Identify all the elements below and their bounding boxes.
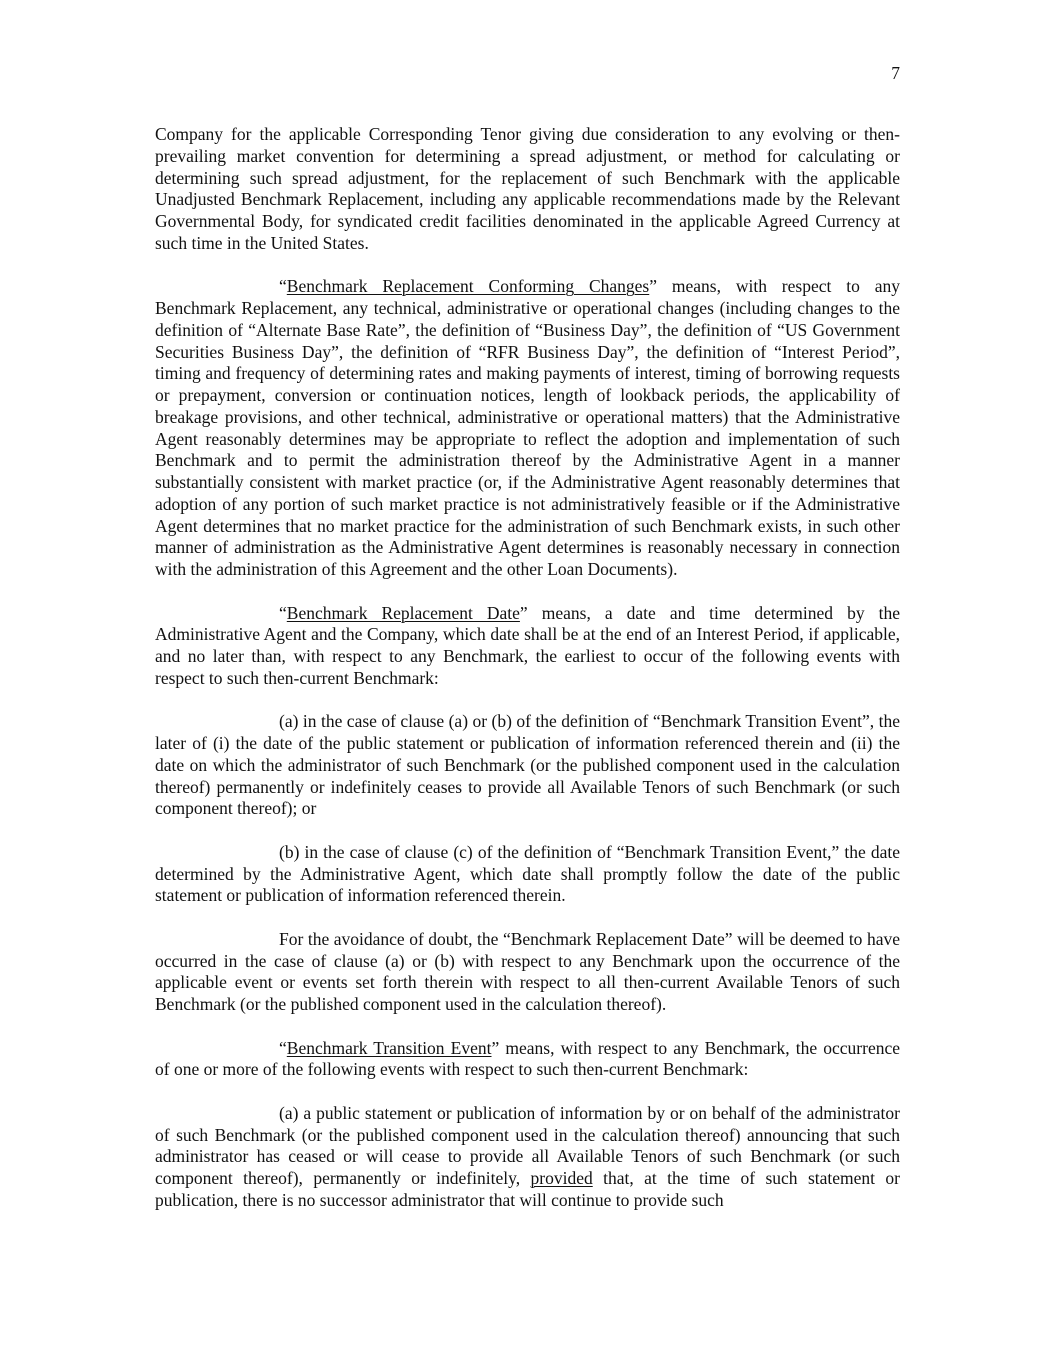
paragraph-spread-adjustment-continued: Company for the applicable Corresponding Tenor giving due consideration to any evolving or then-prevailing market convention for determining a spread adjustment, or method for calculating or determining such spread adjustment, for the replacement of such Benchmark with the applicable Unadjusted Benchmark Replacement, including any applicable recommendations made by the Relevant Governmental Body, for syndicated credit facilities denominated in the applicable Agreed Currency at such time in the United States. xyxy=(155,124,900,253)
defined-term: Benchmark Replacement Date xyxy=(286,602,520,623)
open-quote: “ xyxy=(279,1037,287,1058)
definition-text: ” means, a date and time determined by the Administrative Agent and the Company, which date shall be at the end of an Interest Period, if applicable, and no later than, with respect to any Benchmark, the earliest to occur of the following events with respect to such then-current Benchmark: xyxy=(155,602,901,688)
clause-text-before: (a) a public statement or publication of information by or on behalf of the administrator of such Benchmark (or the published component used in the calculation thereof) announcing that such administrator has ceased or will cease to provide all Available Tenors of such Benchmark (or such component thereof), permanently or indefinitely, xyxy=(155,1102,900,1188)
definition-benchmark-transition-event xyxy=(155,1038,900,1082)
paragraph-avoidance-of-doubt: For the avoidance of doubt, the “Benchmark Replacement Date” will be deemed to have occurred in the case of clause (a) or (b) with respect to any Benchmark upon the occurrence of the applicable event or events set forth therein with respect to all then-current Available Tenors of such Benchmark (or the published component used in the calculation thereof). xyxy=(155,928,900,1014)
defined-term: Benchmark Replacement Conforming Changes xyxy=(286,276,650,297)
page-number: 7 xyxy=(891,63,900,83)
provided-term: provided xyxy=(530,1168,593,1188)
clause-b-replacement-date: (b) in the case of clause (c) of the definition of “Benchmark Transition Event,” the date determined by the Administrative Agent, which date shall promptly follow the date of the public statement or publication of information referenced therein. xyxy=(155,841,900,906)
document-body xyxy=(155,124,900,1233)
definition-text: ” means, with respect to any Benchmark Replacement, any technical, administrative or operational changes (including changes to the definition of “Alternate Base Rate”, the definition of “Business Day”, the definition of “US Government Securities Business Day”, the definition of “RFR Business Day”, the definition of “Interest Period”, timing and frequency of determining rates and making payments of interest, timing of borrowing requests or prepayment, conversion or continuation notices, length of lookback periods, the applicability of breakage provisions, and other technical, administrative or operational matters) that the Administrative Agent reasonably determines may be appropriate to reflect the adoption and implementation of such Benchmark and to permit the administration thereof by the Administrative Agent in a manner substantially consistent with market practice (or, if the Administrative Agent reasonably determines that adoption of any portion of such market practice is not administratively feasible or if the Administrative Agent determines that no market practice for the administration of such Benchmark exists, in such other manner of administration as the Administrative Agent determines is reasonably necessary in connection with the administration of this Agreement and the other Loan Documents). xyxy=(155,276,900,579)
definition-benchmark-replacement-date xyxy=(155,603,900,690)
clause-a-replacement-date: (a) in the case of clause (a) or (b) of the definition of “Benchmark Transition Event”, the later of (i) the date of the public statement or publication of information referenced therein and (ii) the date on which the administrator of such Benchmark (or the published component used in the calculation thereof) permanently or indefinitely ceases to provide all Available Tenors of such Benchmark (or such component thereof); or xyxy=(155,711,900,819)
definition-text: ” means, with respect to any Benchmark, the occurrence of one or more of the following events with respect to such then-current Benchmark: xyxy=(155,1037,900,1080)
open-quote: “ xyxy=(279,602,287,623)
defined-term: Benchmark Transition Event xyxy=(286,1037,492,1058)
clause-a-transition-event xyxy=(155,1103,900,1212)
clause-text-after: that, at the time of such statement or publication, there is no successor administrator that will continue to provide such xyxy=(155,1168,900,1210)
definition-benchmark-replacement-conforming-changes xyxy=(155,276,900,581)
open-quote: “ xyxy=(279,276,287,297)
